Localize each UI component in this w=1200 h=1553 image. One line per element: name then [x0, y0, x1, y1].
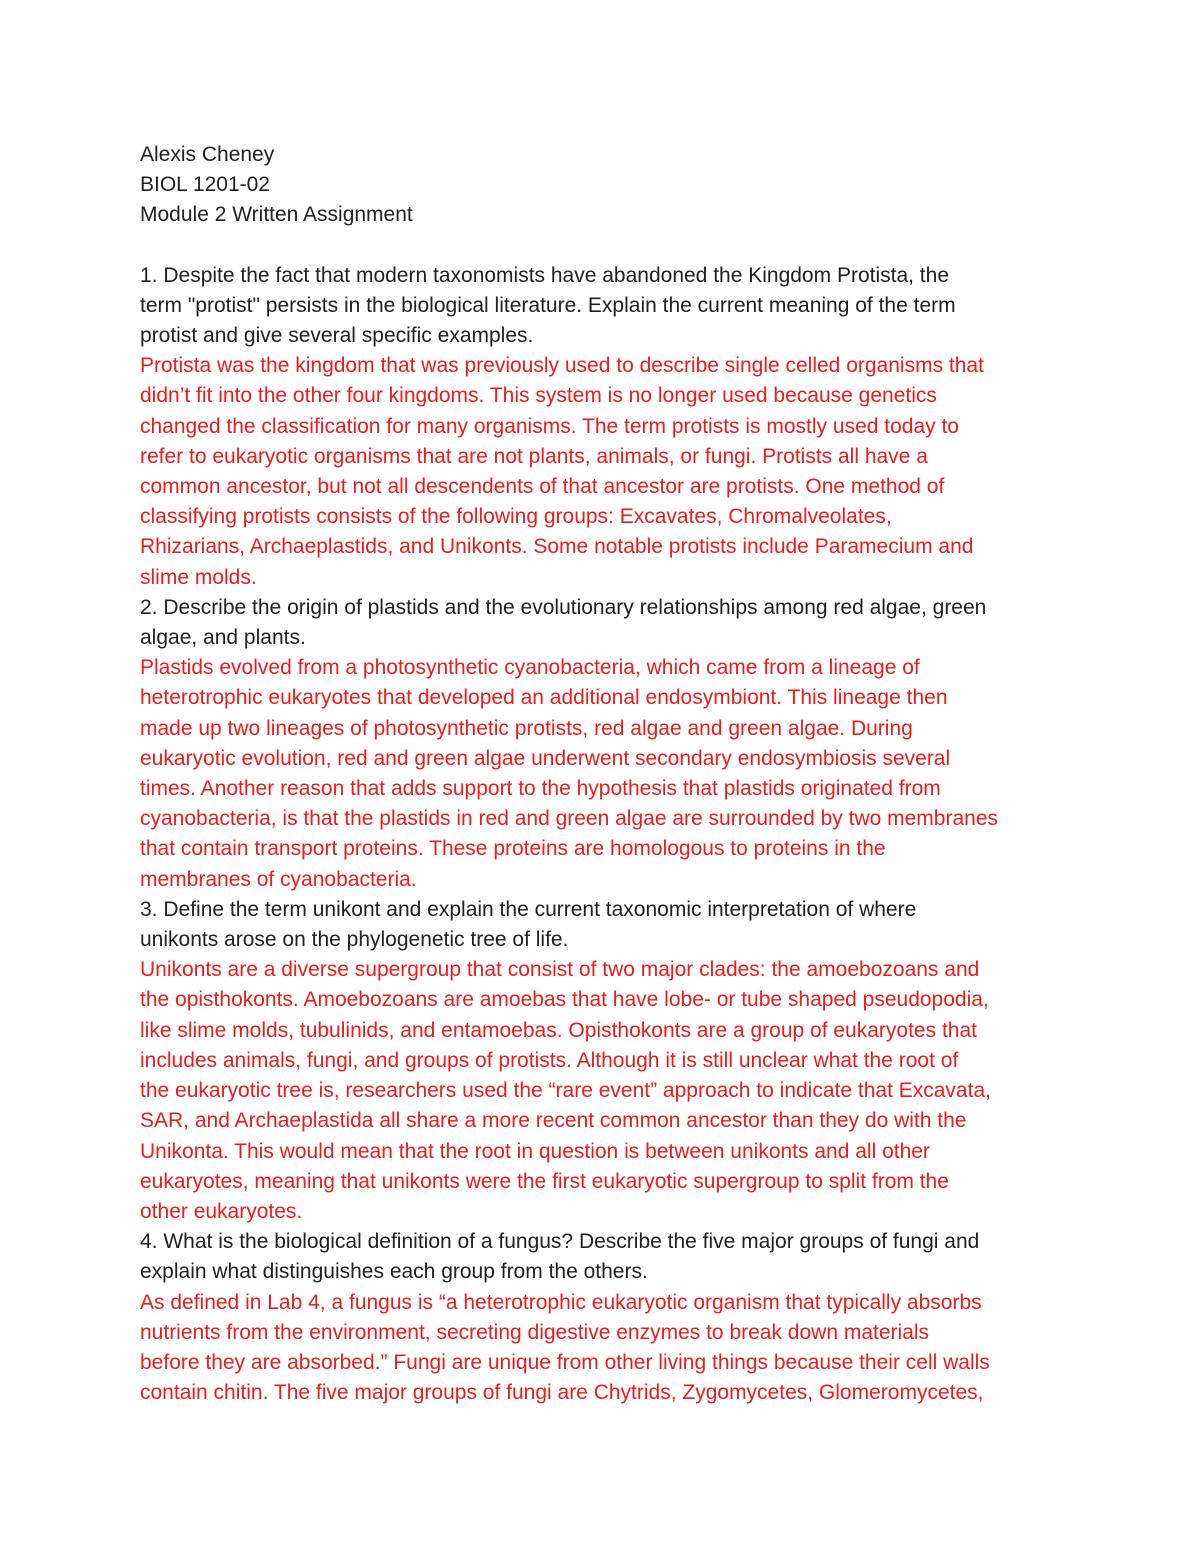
answer-text-line: Rhizarians, Archaeplastids, and Unikonts. Some notable protists include Paramecium and — [140, 535, 974, 559]
header-spacer — [140, 231, 1070, 261]
author-name: Alexis Cheney — [140, 143, 275, 166]
answer-text-line: refer to eukaryotic organisms that are not plants, animals, or fungi. Protists all have a — [140, 444, 928, 468]
course-code: BIOL 1201-02 — [140, 173, 270, 197]
question-text-line: protist and give several specific examples. — [140, 324, 534, 348]
question-text-line: 2. Describe the origin of plastids and the evolutionary relationships among red algae, green — [140, 595, 987, 619]
answer-text-line: nutrients from the environment, secreting digestive enzymes to break down materials — [140, 1320, 930, 1344]
answer-text-line: the opisthokonts. Amoebozoans are amoebas that have lobe- or tube shaped pseudopodia, — [140, 988, 989, 1012]
answer-text-line: contain chitin. The five major groups of fungi are Chytrids, Zygomycetes, Glomeromycetes, — [140, 1381, 984, 1405]
assignment-title: Module 2 Written Assignment — [140, 203, 413, 227]
answer-text-line: like slime molds, tubulinids, and entamoebas. Opisthokonts are a group of eukaryotes that — [140, 1018, 977, 1042]
answer-text-line: classifying protists consists of the following groups: Excavates, Chromalveolates, — [140, 505, 892, 529]
answer-text-line: Unikonts are a diverse supergroup that consist of two major clades: the amoebozoans and — [140, 958, 980, 982]
question-block — [140, 895, 1070, 1227]
question-text-line: unikonts arose on the phylogenetic tree of life. — [140, 928, 569, 952]
answer-text-line: times. Another reason that adds support to the hypothesis that plastids originated from — [140, 777, 941, 801]
answer-text-line: changed the classification for many organisms. The term protists is mostly used today to — [140, 414, 959, 438]
answer-text-line: before they are absorbed.” Fungi are unique from other living things because their cell walls — [140, 1350, 990, 1374]
answer-text-line: didn’t fit into the other four kingdoms. This system is no longer used because genetics — [140, 384, 937, 408]
answer-text-line: slime molds. — [140, 565, 257, 589]
document-page — [140, 140, 1070, 1408]
answer-text-line: membranes of cyanobacteria. — [140, 867, 417, 891]
answer-text-line: heterotrophic eukaryotes that developed an additional endosymbiont. This lineage then — [140, 686, 948, 710]
answer-text-line: As defined in Lab 4, a fungus is “a heterotrophic eukaryotic organism that typically absorbs — [140, 1290, 982, 1314]
answer-text-line: includes animals, fungi, and groups of protists. Although it is still unclear what the root of — [140, 1048, 959, 1072]
question-text-line: term "protist" persists in the biological literature. Explain the current meaning of the term — [140, 293, 956, 317]
document-header — [140, 140, 1070, 231]
answer-text-line: common ancestor, but not all descendents of that ancestor are protists. One method of — [140, 475, 945, 499]
answer-text-line: cyanobacteria, is that the plastids in red and green algae are surrounded by two membranes — [140, 807, 999, 831]
question-block — [140, 261, 1070, 593]
answer-text-line: Unikonta. This would mean that the root in question is between unikonts and all other — [140, 1139, 930, 1163]
question-text-line: 1. Despite the fact that modern taxonomists have abandoned the Kingdom Protista, the — [140, 263, 949, 287]
question-block — [140, 593, 1070, 895]
answer-text-line: made up two lineages of photosynthetic protists, red algae and green algae. During — [140, 716, 913, 740]
questions-section — [140, 261, 1070, 1409]
answer-text-line: Protista was the kingdom that was previously used to describe single celled organisms that — [140, 354, 984, 378]
answer-text-line: that contain transport proteins. These proteins are homologous to proteins in the — [140, 837, 886, 861]
answer-text-line: eukaryotic evolution, red and green algae underwent secondary endosymbiosis several — [140, 746, 951, 770]
answer-text-line: the eukaryotic tree is, researchers used the “rare event” approach to indicate that Excavata, — [140, 1079, 991, 1103]
answer-text-line: Plastids evolved from a photosynthetic cyanobacteria, which came from a lineage of — [140, 656, 920, 680]
answer-text-line: eukaryotes, meaning that unikonts were the first eukaryotic supergroup to split from the — [140, 1169, 949, 1193]
answer-text-line: other eukaryotes. — [140, 1199, 303, 1223]
question-text-line: explain what distinguishes each group from the others. — [140, 1260, 648, 1284]
question-text-line: algae, and plants. — [140, 626, 306, 650]
question-text-line: 4. What is the biological definition of a fungus? Describe the five major groups of fungi and — [140, 1230, 980, 1254]
question-block — [140, 1227, 1070, 1408]
question-text-line: 3. Define the term unikont and explain the current taxonomic interpretation of where — [140, 897, 917, 921]
answer-text-line: SAR, and Archaeplastida all share a more recent common ancestor than they do with the — [140, 1109, 967, 1133]
